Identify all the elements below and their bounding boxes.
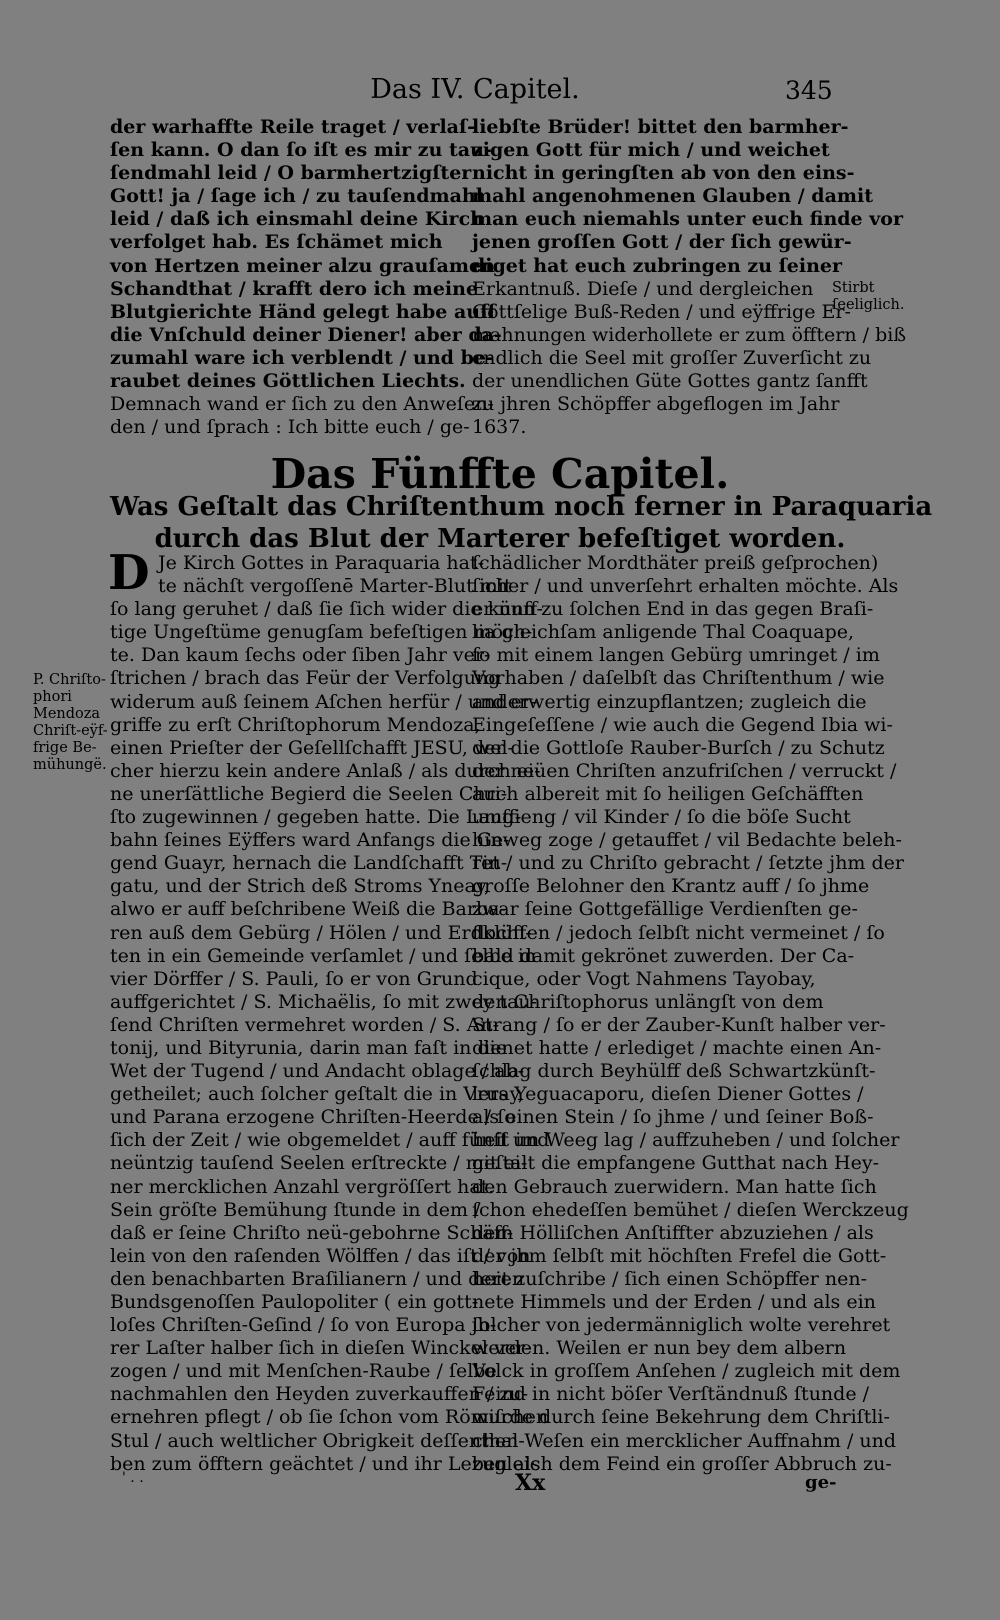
text-line: ſo mit einem langen Gebürg umringet / im: [472, 644, 880, 667]
text-line: ſendmahl leid / O barmhertzigſter: [110, 162, 472, 185]
text-line: Gott! ja / ſage ich / zu tauſendmahl: [110, 185, 483, 208]
text-line: der warhaffte Reile traget / verlaſ-: [110, 116, 476, 138]
text-line: Je Kirch Gottes in Paraquaria hat-: [158, 552, 484, 574]
text-line: nachmahlen den Heyden zuverkauffen / zu-: [110, 1383, 529, 1406]
text-line: Strang / ſo er der Zauber-Kunſt halber ver-: [472, 1013, 886, 1036]
text-line: der neüen Chriſten anzufriſchen / verruckt /: [472, 759, 897, 782]
text-line: Eingeſeſſene / wie auch die Gegend Ibia wi-: [472, 713, 893, 736]
text-line: den benachbarten Braſilianern / und deren: [110, 1267, 525, 1290]
text-line: der jhm ſelbſt mit höchſten Frefel die Gott-: [472, 1244, 887, 1267]
catchword: ge-: [805, 1472, 837, 1493]
text-line: dienet hatte / erlediget / machte einen An-: [472, 1036, 882, 1059]
text-line: Feind in nicht böſer Verſtändnuß ſtunde /: [472, 1383, 870, 1406]
text-line: den / und ſprach : Ich bitte euch / ge-: [110, 416, 470, 439]
text-line: und Parana erzogene Chriſten-Heerde / ſo: [110, 1106, 516, 1129]
text-line: ret / und zu Chriſto gebracht / ſetzte jhm der: [472, 852, 904, 875]
text-line: Vorhaben / daſelbſt das Chriſtenthum / wie: [472, 667, 885, 690]
text-line: werden. Weilen er nun bey dem albern: [472, 1337, 847, 1360]
text-line: lers Yeguacaporu, dieſen Diener Gottes /: [472, 1083, 864, 1106]
text-line: liebſte Brüder! bittet den barmher-: [472, 116, 849, 138]
text-line: lein von den raſenden Wölffen / das iſt / von: [110, 1244, 531, 1267]
text-line: ſchädlicher Mordthäter preiß geſprochen): [472, 552, 879, 574]
margin-note-line: mühungë.: [33, 757, 107, 773]
text-line: Wet der Tugend / und Andacht oblage / ab-: [110, 1060, 525, 1083]
text-line: Sein gröſte Bemühung ſtunde in dem /: [110, 1198, 481, 1221]
text-line: ſtrichen / brach das Feür der Verfolgung: [110, 667, 501, 690]
body-right-column: [472, 552, 909, 1476]
text-line: Blutgierichte Händ gelegt habe auff: [110, 300, 496, 323]
text-line: lia gleichſam anligende Thal Coaquape,: [472, 621, 855, 644]
body-left-column: [110, 552, 550, 1476]
text-line: getheilet; auch ſolcher geſtalt die in Vruay,: [110, 1083, 524, 1106]
margin-note-line: Mendoza: [33, 706, 101, 722]
text-line: vier Dörffer / S. Pauli, ſo er von Grund: [110, 967, 478, 990]
text-line: griffe zu erſt Chriſtophorum Mendoza,: [110, 713, 481, 736]
text-line: ernehren pflegt / ob ſie ſchon vom Römiſchen: [110, 1406, 549, 1429]
text-line: ſolcher von jedermänniglich wolte verehret: [472, 1314, 891, 1337]
text-line: ſchlag durch Beyhülff deß Schwartzkünſt-: [472, 1060, 876, 1083]
margin-note-line: Stirbt: [832, 280, 875, 296]
text-line: nete Himmels und der Erden / und als ein: [472, 1291, 876, 1313]
text-line: ren auß dem Gebürg / Hölen / und Erdklüff-: [110, 921, 532, 944]
text-line: loſes Chriſten-Geſind / ſo von Europa jh-: [110, 1314, 497, 1337]
text-line: einen Prieſter der Geſellſchafft JESU, wel-: [110, 736, 514, 759]
text-line: Demnach wand er ſich zu den Anweſen-: [110, 393, 494, 416]
text-line: chen Weſen ein mercklicher Auffnahm / und: [472, 1429, 897, 1452]
text-line: bahn ſeines Eÿffers ward Anfangs die Ge-: [110, 829, 510, 852]
text-line: ne unerſättliche Begierd die Seelen Chri-: [110, 782, 508, 805]
text-line: ben zum öfftern geächtet / und ihr Leben als: [110, 1452, 541, 1475]
text-line: heit zuſchribe / ſich einen Schöpffer nen-: [472, 1267, 868, 1290]
chapter-title: Das Fünffte Capitel.: [270, 450, 730, 498]
text-line: cique, oder Vogt Nahmens Tayobay,: [472, 967, 816, 990]
text-line: widerum auß ſeinem Aſchen herfür / und er-: [110, 690, 538, 713]
text-line: Stul / auch weltlicher Obrigkeit deſſenthal-: [110, 1429, 525, 1452]
text-line: ner mercklichen Anzahl vergröſſert hat.: [110, 1175, 495, 1198]
text-line: alwo er auff beſchribene Weiß die Barba-: [110, 898, 506, 921]
footer-mark: ' . .: [122, 1470, 144, 1486]
text-line: ten in ein Gemeinde verſamlet / und ſelbe in: [110, 944, 537, 967]
text-line: groſſe Belohner den Krantz auff / ſo jhme: [472, 875, 870, 898]
text-line: zogen / und mit Menſchen-Raube / ſelbe: [110, 1360, 497, 1383]
text-line: endlich die Seel mit groſſer Zuverſicht zu: [472, 346, 872, 369]
text-line: cher hierzu kein andere Anlaß / als durch ei-: [110, 759, 541, 782]
text-line: ſto zugewinnen / gegeben hatte. Die Lauff-: [110, 806, 522, 829]
signature-mark: Xx: [515, 1470, 546, 1496]
page-number: 345: [785, 76, 833, 105]
text-line: der unendlichen Güte Gottes gantz ſanfft: [472, 370, 868, 393]
text-line: auch albereit mit ſo heiligen Geſchäfften: [472, 782, 864, 805]
text-line: der die Gottloſe Rauber-Burſch / zu Schutz: [472, 736, 885, 759]
text-line: daß er ſeine Chriſto neü-gebohrne Schäff-: [110, 1221, 513, 1244]
text-line: verfolget hab. Es ſchämet mich: [110, 231, 443, 254]
text-line: von Hertzen meiner alzu grauſamen: [110, 254, 495, 277]
text-line: dem Hölliſchen Anſtiffter abzuziehen / als: [472, 1221, 874, 1244]
text-line: ſen kann. O dan ſo iſt es mir zu tau-: [110, 139, 492, 162]
chapter-subtitle-line-2: durch das Blut der Marterer befeſtiget worden.: [154, 524, 846, 554]
text-line: ſchon ehedeſſen bemühet / dieſen Werckzeug: [472, 1198, 909, 1221]
text-line: te. Dan kaum ſechs oder ſiben Jahr ver-: [110, 644, 491, 667]
margin-note-line: P. Chriſto-: [33, 672, 106, 688]
text-line: neüntzig tauſend Seelen erſtreckte / mit ei-: [110, 1152, 528, 1175]
text-line: bald damit gekrönet zuwerden. Der Ca-: [472, 944, 855, 967]
text-line: Schandthat / krafft dero ich meine: [110, 277, 479, 300]
text-line: den Gebrauch zuerwidern. Man hatte ſich: [472, 1175, 877, 1198]
text-line: die Vnſchuld deiner Diener! aber da-: [110, 323, 502, 346]
text-line: ſo lang geruhet / daß ſie ſich wider die künff-: [110, 598, 543, 621]
text-line: gatu, und der Strich deß Stroms Yneay,: [110, 875, 491, 898]
text-line: raubet deines Göttlichen Liechts.: [110, 370, 466, 393]
text-line: ſend Chriſten vermehret worden / S. An-: [110, 1013, 500, 1036]
text-line: te nächſt vergoſſenē Marter-Blut mit: [158, 575, 512, 598]
text-line: jenen groſſen Gott / der ſich gewür-: [472, 231, 852, 254]
text-line: man euch niemahls unter euch finde vor: [472, 208, 903, 231]
text-line: Bundsgenoſſen Paulopoliter ( ein gott-: [110, 1291, 479, 1313]
margin-note-line: Chriſt-eÿf-: [33, 723, 108, 739]
text-line: tige Ungeſtüme genugſam befeſtigen möch-: [110, 621, 533, 644]
text-line: den Chriſtophorus unlängſt von dem: [472, 990, 824, 1013]
text-line: 1637.: [472, 416, 527, 439]
text-line: zwar ſeine Gottgefällige Verdienſten ge-: [472, 898, 858, 921]
running-header: Das IV. Capitel.: [370, 74, 580, 105]
text-line: zu jhren Schöpffer abgeflogen im Jahr: [472, 393, 840, 416]
margin-note-christophori: [33, 672, 108, 774]
text-line: gend Guayr, hernach die Landſchafft Tin-: [110, 852, 508, 875]
text-line: Volck in groſſem Anſehen / zugleich mit dem: [472, 1360, 901, 1383]
text-line: umgieng / vil Kinder / ſo die böſe Sucht: [472, 806, 851, 829]
text-line: als einen Stein / ſo jhme / und ſeiner Boß-: [472, 1106, 874, 1129]
text-line: Erkantnuß. Dieſe / und dergleichen: [472, 277, 814, 300]
text-line: mahnungen widerhollete er zum öfftern / biß: [472, 323, 907, 346]
text-line: zugleich dem Feind ein groſſer Abbruch zu-: [472, 1452, 892, 1475]
text-line: ſich der Zeit / wie obgemeldet / auff fünff und: [110, 1129, 550, 1152]
text-line: mahl angenohmenen Glauben / damit: [472, 185, 874, 208]
text-line: auffgerichtet / S. Michaëlis, ſo mit zwey tau-: [110, 990, 538, 1013]
text-line: ſicher / und unverſehrt erhalten möchte. Als: [472, 575, 899, 598]
text-line: nicht in geringſten ab von den eins-: [472, 162, 855, 185]
text-line: hinweg zoge / getauffet / vil Bedachte beleh-: [472, 829, 902, 852]
text-line: er nun zu ſolchen End in das gegen Braſi-: [472, 598, 874, 621]
text-line: rer Laſter halber ſich in dieſen Winckel ver-: [110, 1337, 532, 1360]
text-line: heit im Weeg lag / auffzuheben / und ſolcher: [472, 1129, 900, 1152]
text-line: geſtalt die empfangene Gutthat nach Hey-: [472, 1152, 879, 1175]
text-line: zumahl ware ich verblendt / und be-: [110, 346, 494, 369]
text-line: leid / daß ich einsmahl deine Kirch: [110, 208, 484, 231]
drop-cap-initial: D: [108, 545, 150, 601]
text-line: anderwertig einzupflantzen; zugleich die: [472, 690, 867, 713]
text-line: tonij, und Bityrunia, darin man faſt in die: [110, 1036, 507, 1059]
text-line: flochten / jedoch ſelbſt nicht vermeinet / ſo: [472, 921, 885, 944]
margin-note-line: frige Be-: [33, 740, 97, 756]
text-line: Gottſelige Buß-Reden / und eÿffrige Er-: [472, 300, 851, 323]
margin-note-line: ſeeliglich.: [832, 297, 905, 313]
margin-note-line: phori: [33, 689, 72, 705]
text-line: wurde durch ſeine Bekehrung dem Chriſtli-: [472, 1406, 890, 1429]
text-line: zigen Gott für mich / und weichet: [472, 139, 830, 162]
margin-note-stirbt: [832, 280, 904, 314]
chapter-subtitle-line-1: Was Geſtalt das Chriſtenthum noch ferner in Paraquaria: [110, 492, 933, 522]
text-line: diget hat euch zubringen zu ſeiner: [472, 254, 843, 277]
